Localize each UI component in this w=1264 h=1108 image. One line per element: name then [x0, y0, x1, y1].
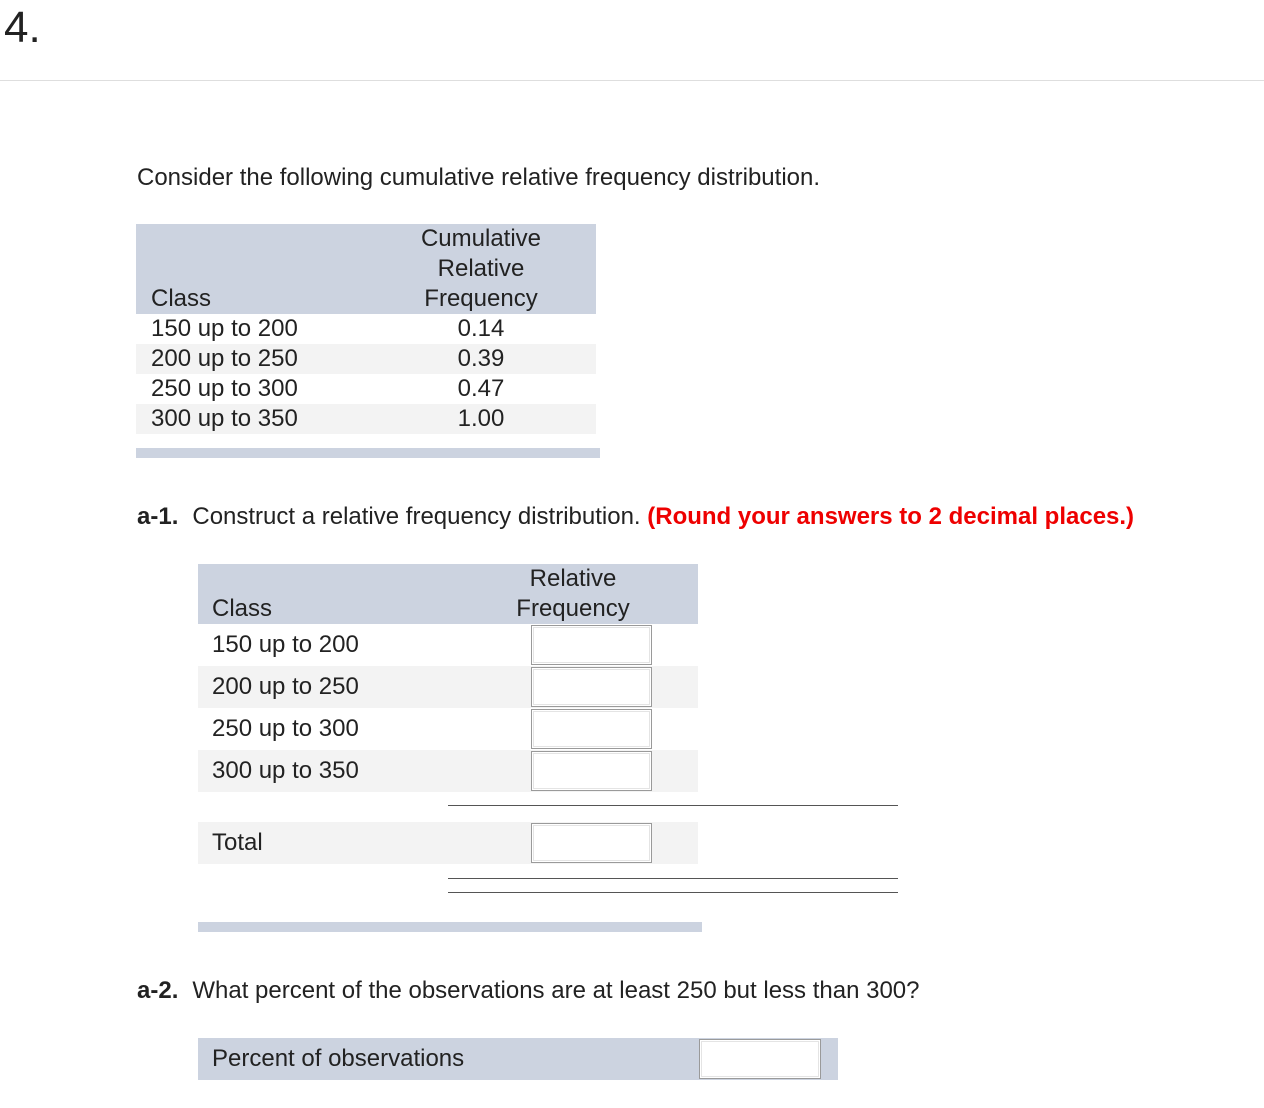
table-header: [198, 564, 698, 624]
relative-frequency-input[interactable]: [531, 751, 652, 791]
header-line: Frequency: [516, 595, 630, 622]
class-cell: 200 up to 250: [151, 345, 298, 372]
header-cumulative-relative-frequency: [406, 224, 556, 314]
total-input[interactable]: [531, 823, 652, 863]
relative-frequency-table: [198, 564, 698, 856]
question-a1-text: Construct a relative frequency distribution.: [192, 503, 641, 530]
header-line: Frequency: [424, 285, 538, 312]
table-row: [136, 374, 596, 404]
header-line: Relative: [529, 565, 617, 592]
question-a1-label: a-1.: [137, 503, 179, 530]
double-rule-top: [448, 878, 898, 879]
percent-row: [198, 1038, 838, 1080]
class-cell: 250 up to 300: [212, 715, 359, 742]
header-class: Class: [151, 285, 212, 312]
class-cell: 200 up to 250: [212, 673, 359, 700]
sum-rule: [448, 805, 898, 806]
rounding-instruction: (Round your answers to 2 decimal places.): [647, 503, 1135, 530]
table-row: [198, 708, 698, 750]
question-number: 4.: [4, 3, 41, 52]
total-row: [198, 822, 698, 864]
question-a2-label: a-2.: [137, 977, 179, 1004]
total-label: Total: [212, 829, 263, 856]
table-header: [136, 224, 596, 314]
class-cell: 150 up to 200: [212, 631, 359, 658]
relative-frequency-input[interactable]: [531, 667, 652, 707]
table-row: [136, 344, 596, 374]
double-rule-bottom: [448, 892, 898, 893]
table-row: [136, 314, 596, 344]
class-cell: 300 up to 350: [151, 405, 298, 432]
class-cell: 300 up to 350: [212, 757, 359, 784]
value-cell: 0.14: [457, 315, 505, 342]
question-a2-text: What percent of the observations are at least 250 but less than 300?: [192, 977, 920, 1004]
header-class: Class: [212, 595, 273, 622]
intro-text: Consider the following cumulative relative frequency distribution.: [137, 164, 821, 191]
header-line: Cumulative: [420, 225, 542, 252]
divider: [0, 80, 1264, 81]
table-row: [136, 404, 596, 434]
class-cell: 150 up to 200: [151, 315, 298, 342]
class-cell: 250 up to 300: [151, 375, 298, 402]
percent-label: Percent of observations: [212, 1045, 465, 1072]
question-a1: [137, 502, 1134, 532]
table-row: [198, 666, 698, 708]
table-row: [198, 750, 698, 792]
value-cell: 1.00: [457, 405, 505, 432]
table-footer-bar: [136, 448, 600, 458]
value-cell: 0.39: [457, 345, 505, 372]
relative-frequency-input[interactable]: [531, 709, 652, 749]
question-a2: [137, 976, 919, 1006]
header-relative-frequency: [498, 564, 648, 624]
table-footer-bar: [198, 922, 702, 932]
table-row: [198, 624, 698, 666]
percent-input[interactable]: [699, 1039, 821, 1079]
header-line: Relative: [437, 255, 525, 282]
value-cell: 0.47: [457, 375, 505, 402]
cumulative-frequency-table: [136, 224, 596, 434]
relative-frequency-input[interactable]: [531, 625, 652, 665]
